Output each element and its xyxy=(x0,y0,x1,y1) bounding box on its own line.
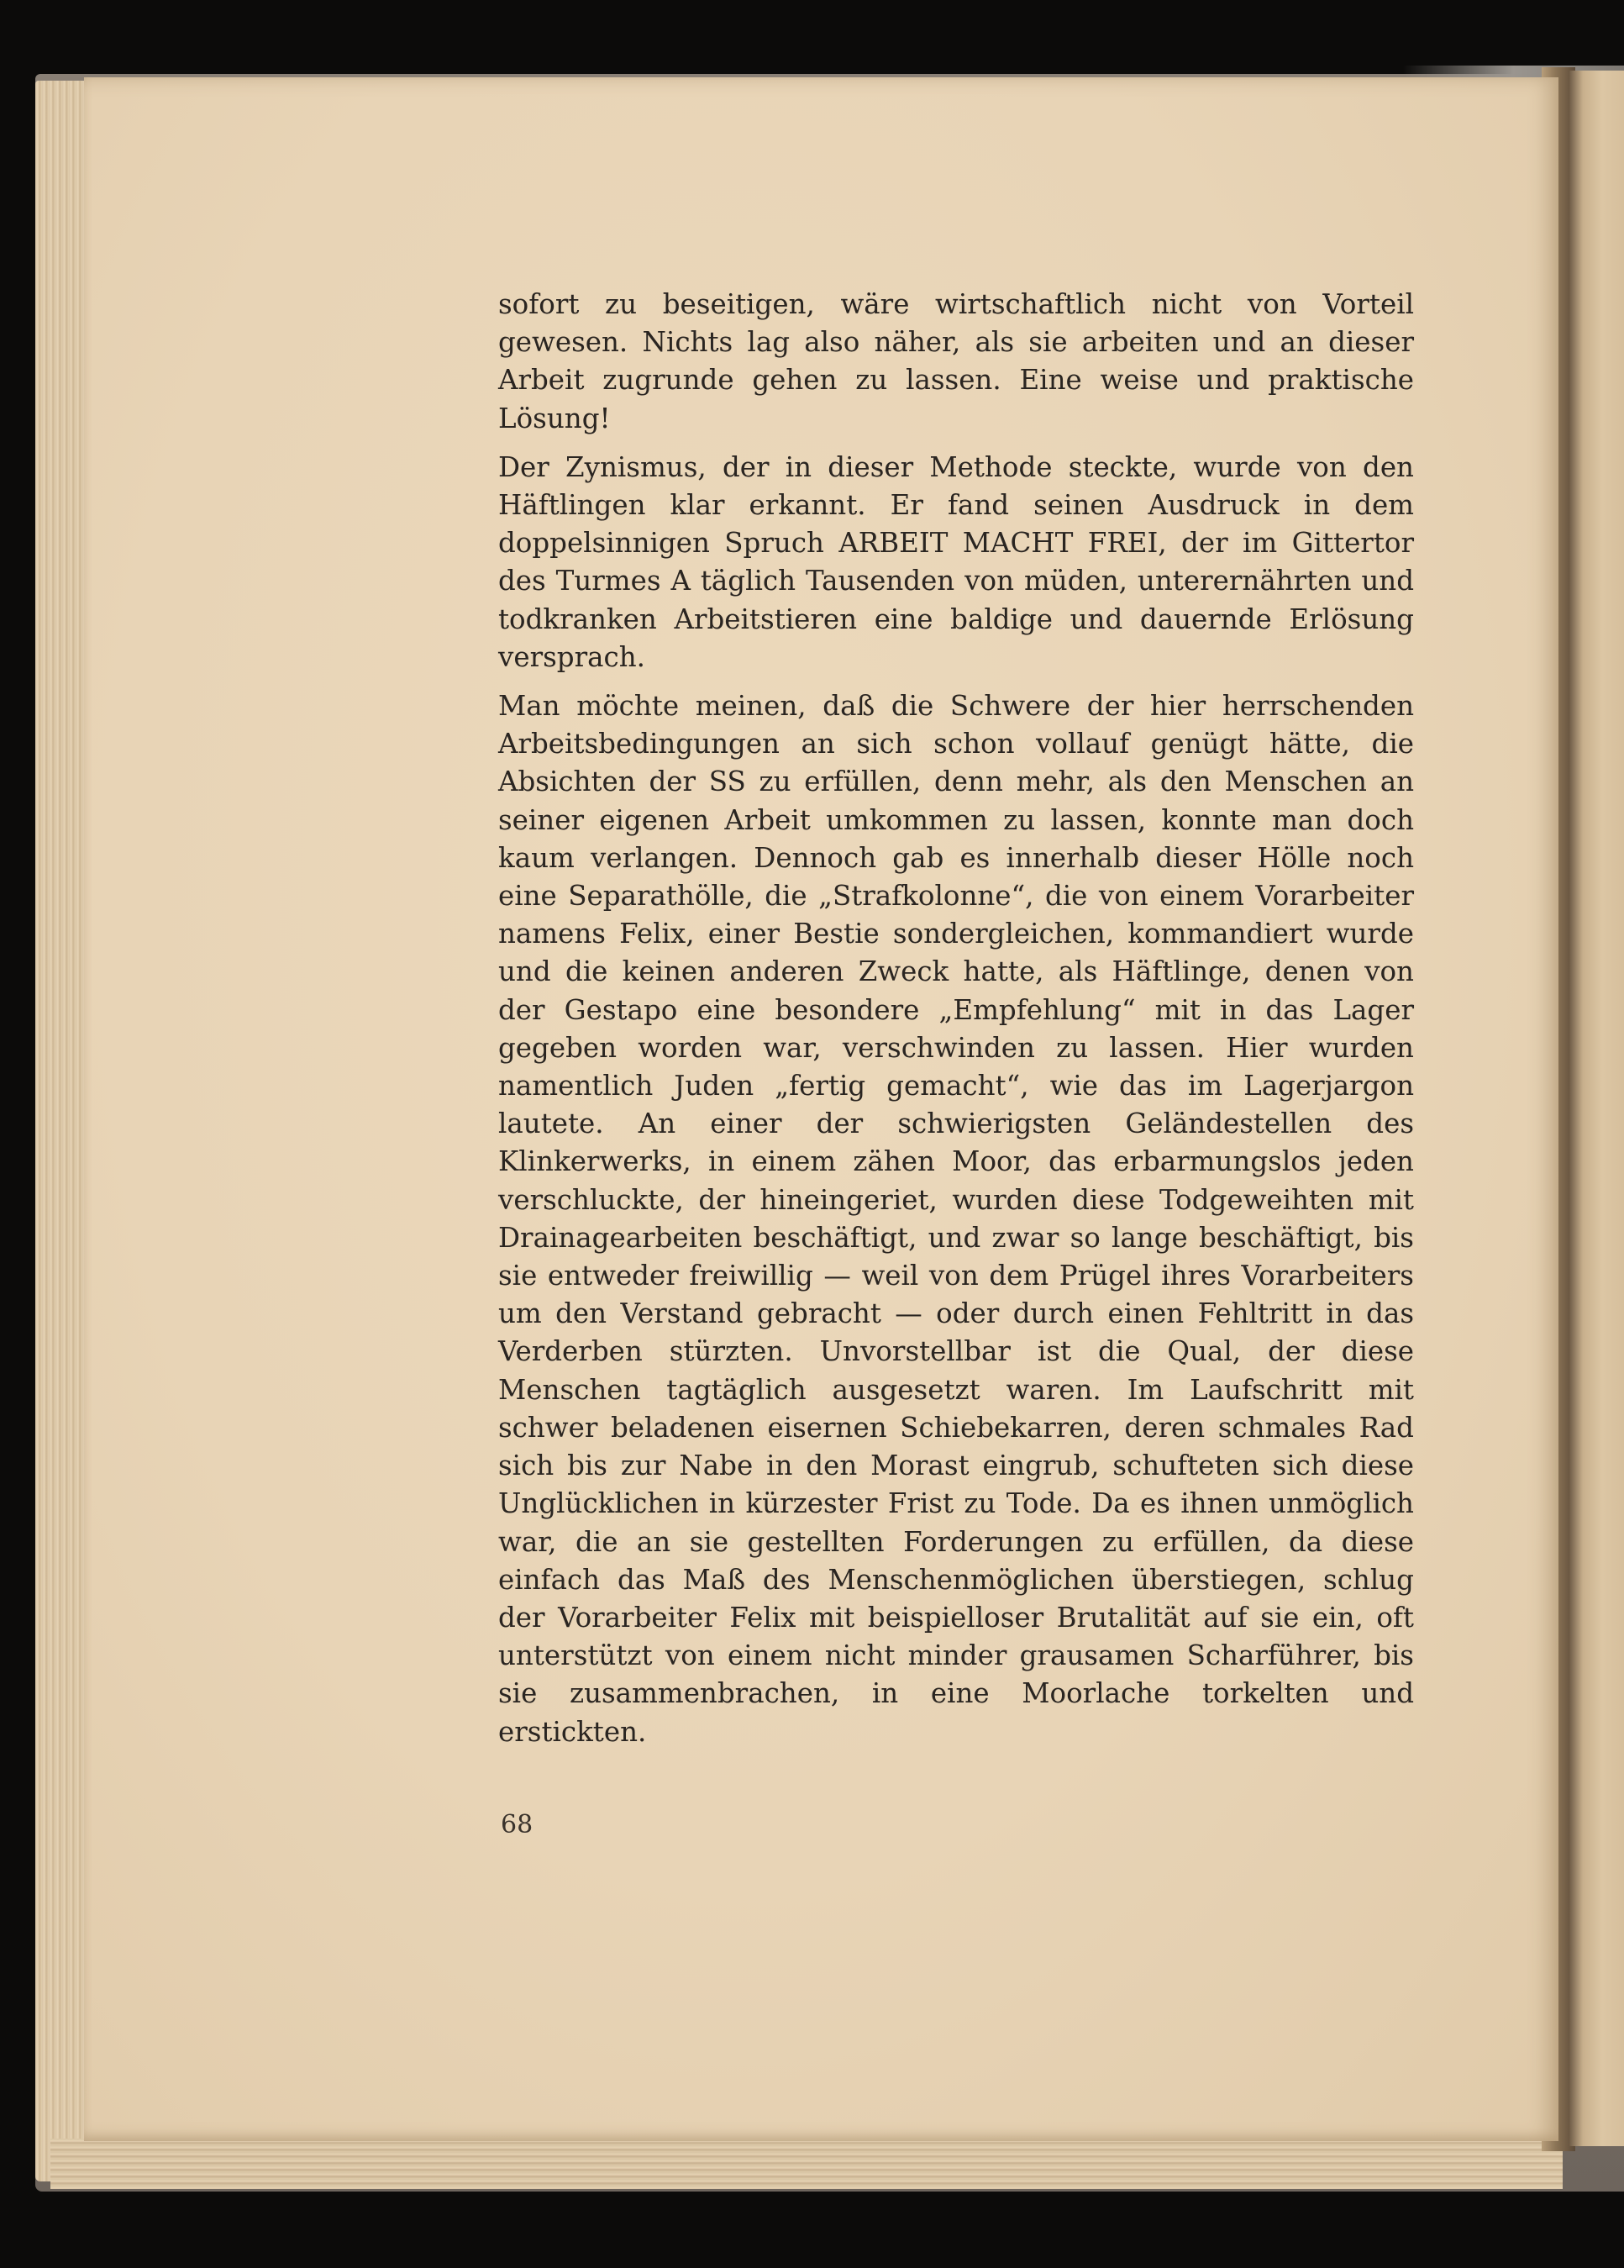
page-text xyxy=(498,286,1414,1762)
paragraph-2: Der Zynismus, der in dieser Methode steckte, wurde von den Häftlingen klar erkannt. Er fand seinen Ausdruck in dem doppelsinnigen Spruch ARBEIT MACHT FREI, der im Gittertor des Turmes A täglich Tausenden von müden, unterernährten und todkranken Arbeitstieren eine baldige und dauernde Erlösung versprach. xyxy=(498,450,1414,673)
paragraph-3: Man möchte meinen, daß die Schwere der hier herrschenden Arbeitsbedingungen an sich schon vollauf genügt hätte, die Absichten der SS zu erfüllen, denn mehr, als den Menschen an seiner eigenen Arbeit umkommen zu lassen, konnte man doch kaum verlangen. Dennoch gab es innerhalb dieser Hölle noch eine Separathölle, die „Strafkolonne“, die von einem Vorarbeiter namens Felix, einer Bestie sondergleichen, kommandiert wurde und die keinen anderen Zweck hatte, als Häftlinge, denen von der Gestapo eine besondere „Empfehlung“ mit in das Lager gegeben worden war, verschwinden zu lassen. Hier wurden namentlich Juden „fertig gemacht“, wie das im Lagerjargon lautete. An einer der schwierigsten Geländestellen des Klinkerwerks, in einem zähen Moor, das erbarmungslos jeden verschluckte, der hineingeriet, wurden diese Todgeweihten mit Drainagearbeiten beschäftigt, und zwar so lange beschäftigt, bis sie entweder freiwillig — weil von dem Prügel ihres Vorarbeiters um den Verstand gebracht — oder durch einen Fehltritt in das Verderben stürzten. Unvorstellbar ist die Qual, der diese Menschen tagtäglich ausgesetzt waren. Im Laufschritt mit schwer beladenen eisernen Schiebekarren, deren schmales Rad sich bis zur Nabe in den Morast eingrub, schufteten sich diese Unglücklichen in kürzester Frist zu Tode. Da es ihnen unmöglich war, die an sie gestellten Forderungen zu erfüllen, da diese einfach das Maß des Menschenmöglichen überstiegen, schlug der Vorarbeiter Felix mit beispielloser Brutalität auf sie ein, oft unterstützt von einem nicht minder grausamen Scharführer, bis sie zusammenbrachen, in eine Moorlache torkelten und erstickten. xyxy=(498,690,1414,1748)
paragraph-1: sofort zu beseitigen, wäre wirtschaftlich nicht von Vorteil gewesen. Nichts lag also näher, als sie arbeiten und an dieser Arbeit zugrunde gehen zu lassen. Eine weise und praktische Lösung! xyxy=(498,288,1414,434)
page-edges-bottom xyxy=(50,2139,1563,2189)
page-number: 68 xyxy=(501,1810,533,1839)
facing-page xyxy=(1569,71,1624,2146)
